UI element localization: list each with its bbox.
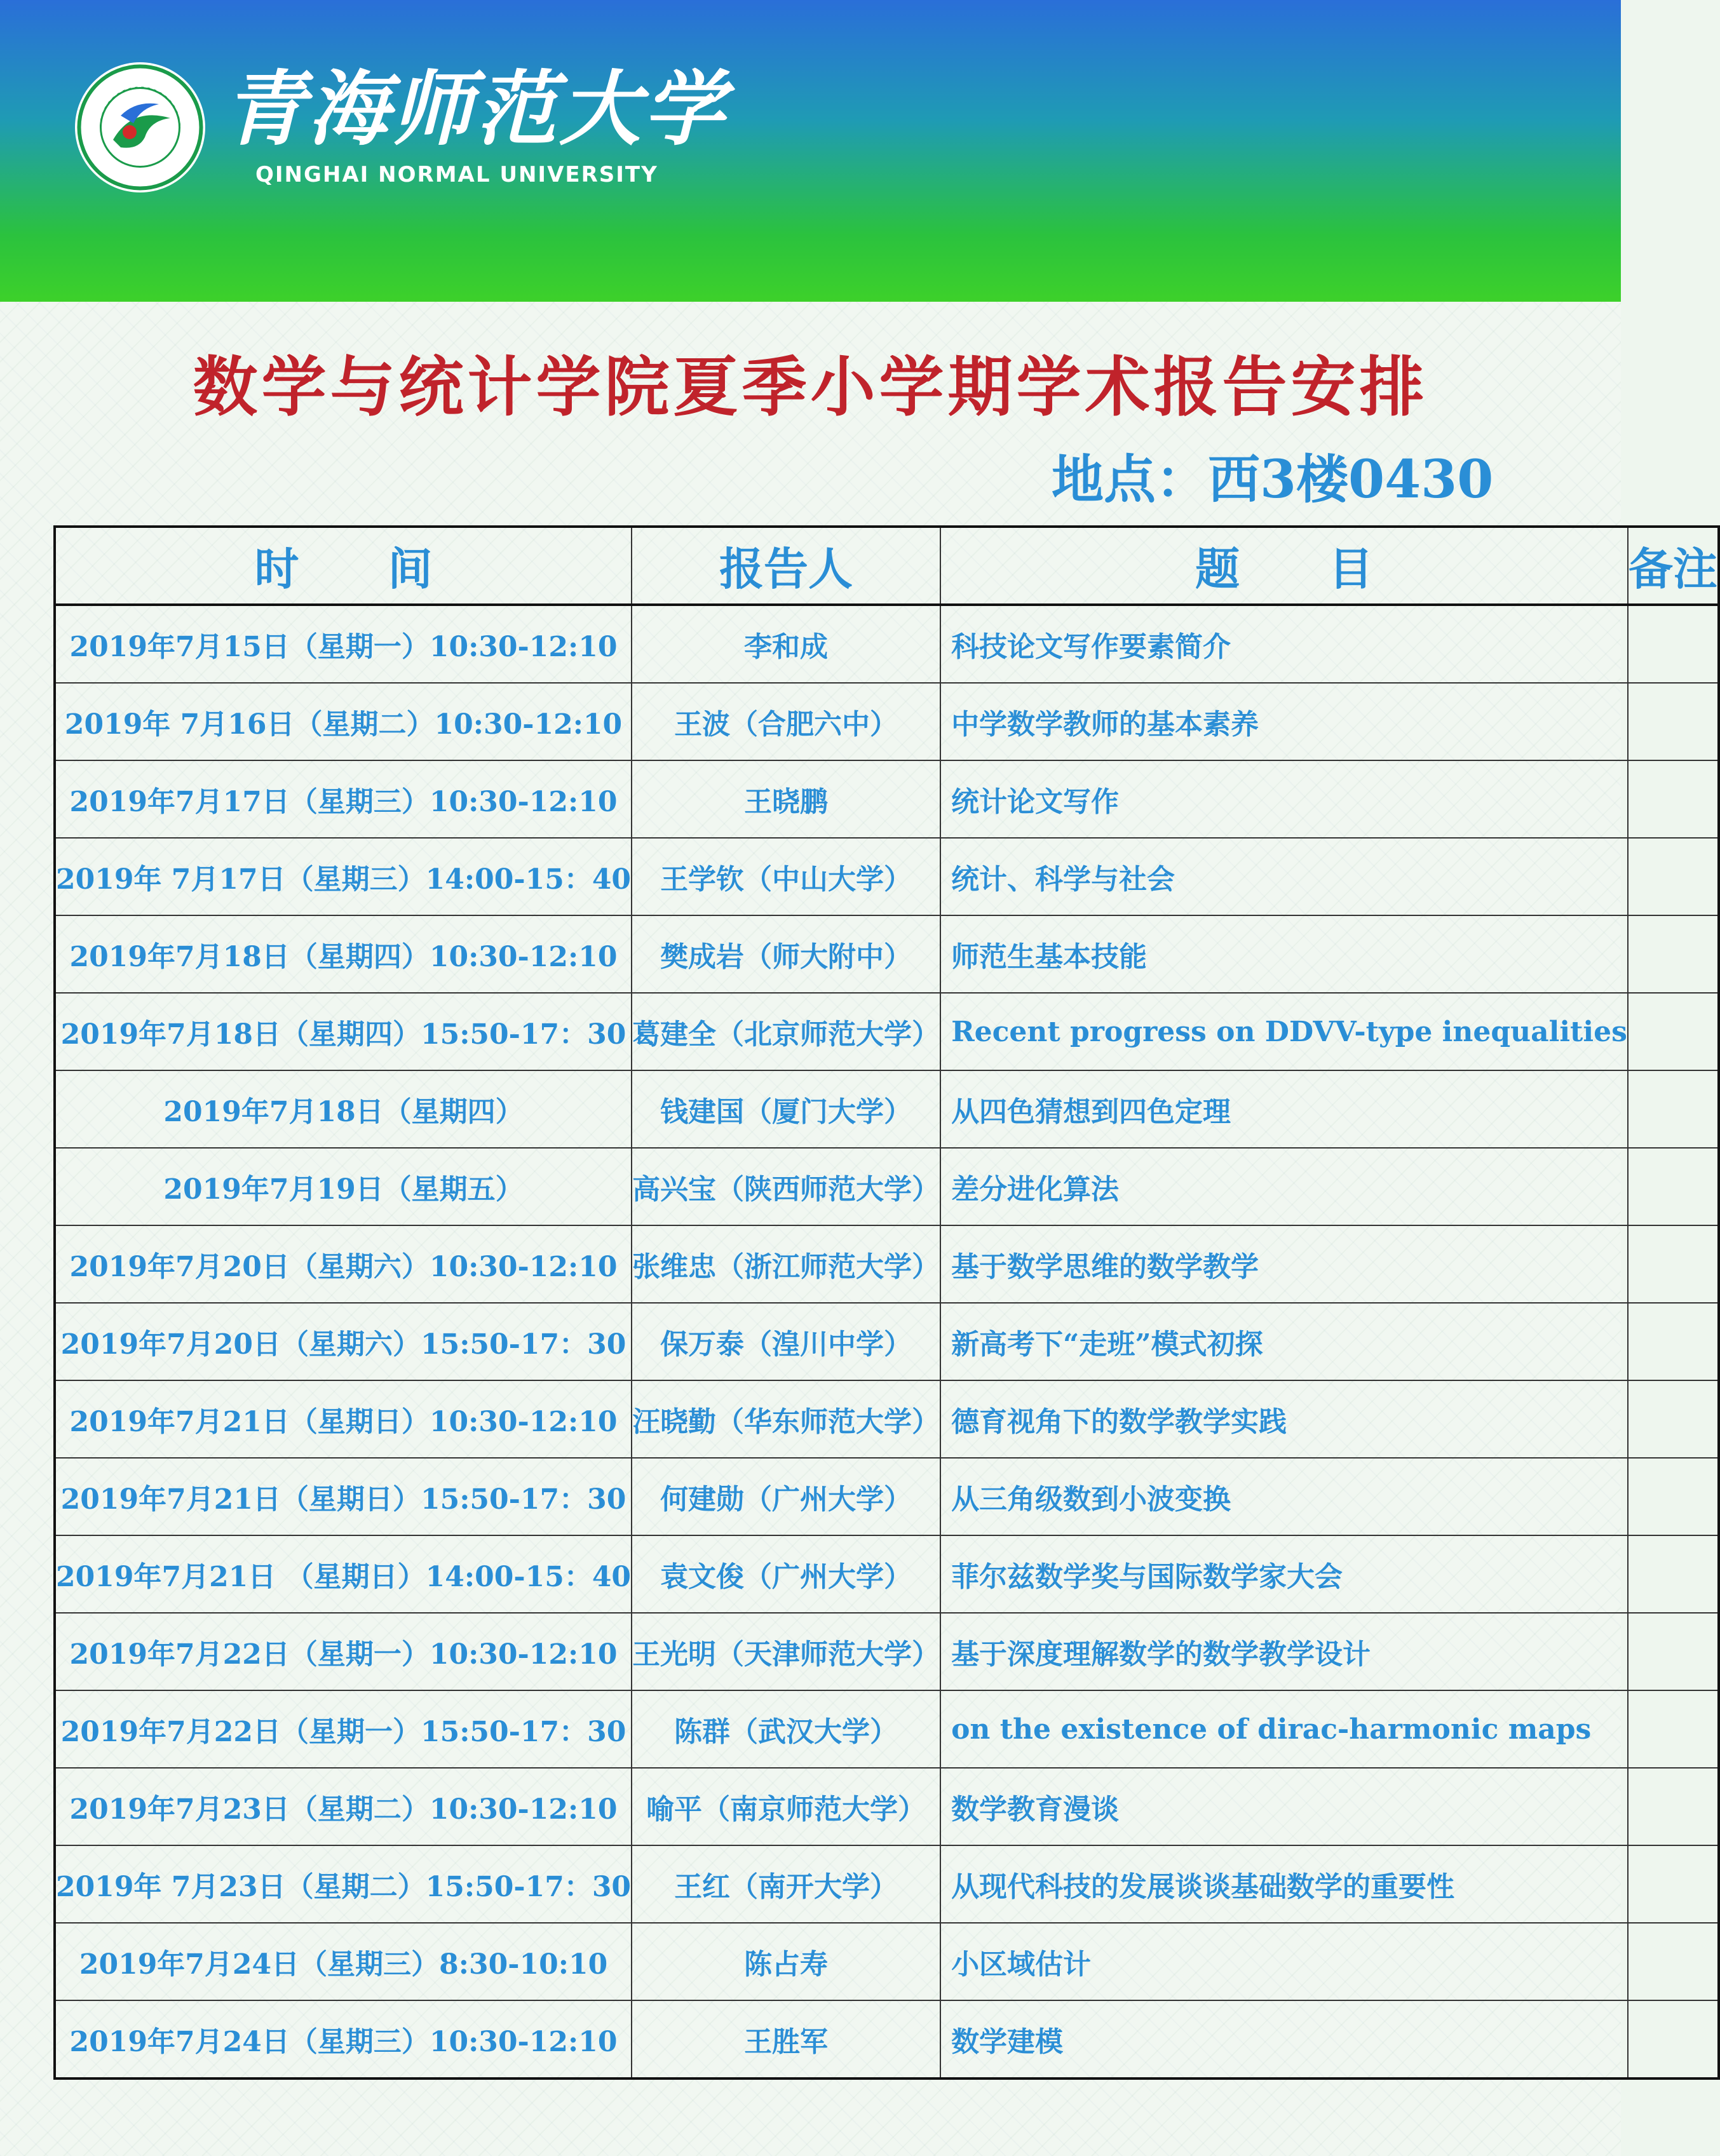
cell-time: 2019年 7月16日（星期二）10:30-12:10 — [55, 683, 632, 760]
table-row — [55, 993, 1719, 1070]
cell-note — [1628, 1458, 1719, 1535]
cell-speaker: 陈占寿 — [632, 1923, 940, 2000]
cell-topic: 数学建模 — [940, 2000, 1628, 2079]
cell-note — [1628, 1148, 1719, 1225]
cell-speaker: 钱建国（厦门大学） — [632, 1070, 940, 1148]
cell-topic: 中学数学教师的基本素养 — [940, 683, 1628, 760]
cell-time: 2019年7月24日（星期三）8:30-10:10 — [55, 1923, 632, 2000]
table-row — [55, 683, 1719, 760]
cell-time: 2019年7月20日（星期六）10:30-12:10 — [55, 1225, 632, 1303]
cell-note — [1628, 1690, 1719, 1768]
cell-note — [1628, 683, 1719, 760]
table-row — [55, 1535, 1719, 1613]
table-row — [55, 1380, 1719, 1458]
university-seal-logo — [75, 62, 205, 192]
cell-topic: 数学教育漫谈 — [940, 1768, 1628, 1845]
cell-note — [1628, 760, 1719, 838]
cell-topic: 统计、科学与社会 — [940, 838, 1628, 915]
cell-time: 2019年7月21日（星期日）10:30-12:10 — [55, 1380, 632, 1458]
cell-topic: 新高考下“走班”模式初探 — [940, 1303, 1628, 1380]
cell-note — [1628, 1768, 1719, 1845]
cell-note — [1628, 838, 1719, 915]
cell-note — [1628, 1225, 1719, 1303]
table-row — [55, 1148, 1719, 1225]
cell-speaker: 樊成岩（师大附中） — [632, 915, 940, 993]
page-title: 数学与统计学院夏季小学期学术报告安排 — [193, 349, 1428, 426]
cell-note — [1628, 1303, 1719, 1380]
cell-speaker: 保万泰（湟川中学） — [632, 1303, 940, 1380]
cell-time: 2019年7月20日（星期六）15:50-17：30 — [55, 1303, 632, 1380]
table-row — [55, 2000, 1719, 2079]
cell-speaker: 王胜军 — [632, 2000, 940, 2079]
cell-speaker: 王波（合肥六中） — [632, 683, 940, 760]
table-row — [55, 1768, 1719, 1845]
university-name-en: QINGHAI NORMAL UNIVERSITY — [255, 162, 658, 187]
column-header-speaker: 报告人 — [632, 527, 940, 605]
cell-speaker: 张维忠（浙江师范大学） — [632, 1225, 940, 1303]
table-row — [55, 1613, 1719, 1690]
cell-note — [1628, 1535, 1719, 1613]
cell-speaker: 王晓鹏 — [632, 760, 940, 838]
cell-time: 2019年 7月23日（星期二）15:50-17：30 — [55, 1845, 632, 1923]
cell-note — [1628, 993, 1719, 1070]
cell-topic: 从三角级数到小波变换 — [940, 1458, 1628, 1535]
cell-time: 2019年7月18日（星期四）15:50-17：30 — [55, 993, 632, 1070]
cell-note — [1628, 915, 1719, 993]
table-row — [55, 838, 1719, 915]
cell-note — [1628, 1923, 1719, 2000]
table-row — [55, 760, 1719, 838]
cell-speaker: 何建勋（广州大学） — [632, 1458, 940, 1535]
cell-note — [1628, 2000, 1719, 2079]
cell-topic: 菲尔兹数学奖与国际数学家大会 — [940, 1535, 1628, 1613]
cell-topic: 统计论文写作 — [940, 760, 1628, 838]
cell-time: 2019年7月15日（星期一）10:30-12:10 — [55, 605, 632, 683]
cell-time: 2019年 7月17日（星期三）14:00-15：40 — [55, 838, 632, 915]
cell-topic: on the existence of dirac-harmonic maps — [940, 1690, 1628, 1768]
cell-topic: 差分进化算法 — [940, 1148, 1628, 1225]
cell-speaker: 李和成 — [632, 605, 940, 683]
table-row — [55, 1690, 1719, 1768]
cell-speaker: 王学钦（中山大学） — [632, 838, 940, 915]
cell-topic: 师范生基本技能 — [940, 915, 1628, 993]
table-row — [55, 605, 1719, 683]
cell-time: 2019年7月23日（星期二）10:30-12:10 — [55, 1768, 632, 1845]
cell-time: 2019年7月18日（星期四）10:30-12:10 — [55, 915, 632, 993]
cell-time: 2019年7月19日（星期五） — [55, 1148, 632, 1225]
seal-icon — [75, 62, 205, 192]
cell-time: 2019年7月18日（星期四） — [55, 1070, 632, 1148]
cell-topic: 基于深度理解数学的数学教学设计 — [940, 1613, 1628, 1690]
cell-topic: 从现代科技的发展谈谈基础数学的重要性 — [940, 1845, 1628, 1923]
table-row — [55, 1458, 1719, 1535]
table-header-row — [55, 527, 1719, 605]
table-row — [55, 915, 1719, 993]
cell-note — [1628, 1845, 1719, 1923]
cell-topic: 基于数学思维的数学教学 — [940, 1225, 1628, 1303]
table-row — [55, 1070, 1719, 1148]
table-row — [55, 1845, 1719, 1923]
cell-topic: 从四色猜想到四色定理 — [940, 1070, 1628, 1148]
cell-time: 2019年7月21日（星期日）15:50-17：30 — [55, 1458, 632, 1535]
cell-speaker: 喻平（南京师范大学） — [632, 1768, 940, 1845]
cell-topic: 小区域估计 — [940, 1923, 1628, 2000]
university-name-cn: 青海师范大学 — [224, 62, 728, 157]
cell-note — [1628, 1613, 1719, 1690]
cell-speaker: 王红（南开大学） — [632, 1845, 940, 1923]
cell-note — [1628, 1070, 1719, 1148]
cell-topic: 科技论文写作要素简介 — [940, 605, 1628, 683]
column-header-note: 备注 — [1628, 527, 1719, 605]
cell-speaker: 王光明（天津师范大学） — [632, 1613, 940, 1690]
cell-time: 2019年7月17日（星期三）10:30-12:10 — [55, 760, 632, 838]
cell-time: 2019年7月22日（星期一）15:50-17：30 — [55, 1690, 632, 1768]
location-label: 地点：西3楼0430 — [1052, 449, 1494, 510]
table-row — [55, 1303, 1719, 1380]
cell-speaker: 陈群（武汉大学） — [632, 1690, 940, 1768]
cell-note — [1628, 605, 1719, 683]
column-header-time: 时 间 — [55, 527, 632, 605]
table-row — [55, 1923, 1719, 2000]
university-header — [0, 0, 1621, 302]
cell-topic: Recent progress on DDVV-type inequalities — [940, 993, 1628, 1070]
cell-speaker: 高兴宝（陕西师范大学） — [632, 1148, 940, 1225]
cell-note — [1628, 1380, 1719, 1458]
cell-speaker: 袁文俊（广州大学） — [632, 1535, 940, 1613]
cell-topic: 德育视角下的数学教学实践 — [940, 1380, 1628, 1458]
cell-speaker: 汪晓勤（华东师范大学） — [632, 1380, 940, 1458]
cell-speaker: 葛建全（北京师范大学） — [632, 993, 940, 1070]
cell-time: 2019年7月22日（星期一）10:30-12:10 — [55, 1613, 632, 1690]
cell-time: 2019年7月24日（星期三）10:30-12:10 — [55, 2000, 632, 2079]
schedule-table — [53, 525, 1720, 2080]
column-header-topic: 题 目 — [940, 527, 1628, 605]
cell-time: 2019年7月21日 （星期日）14:00-15：40 — [55, 1535, 632, 1613]
table-row — [55, 1225, 1719, 1303]
